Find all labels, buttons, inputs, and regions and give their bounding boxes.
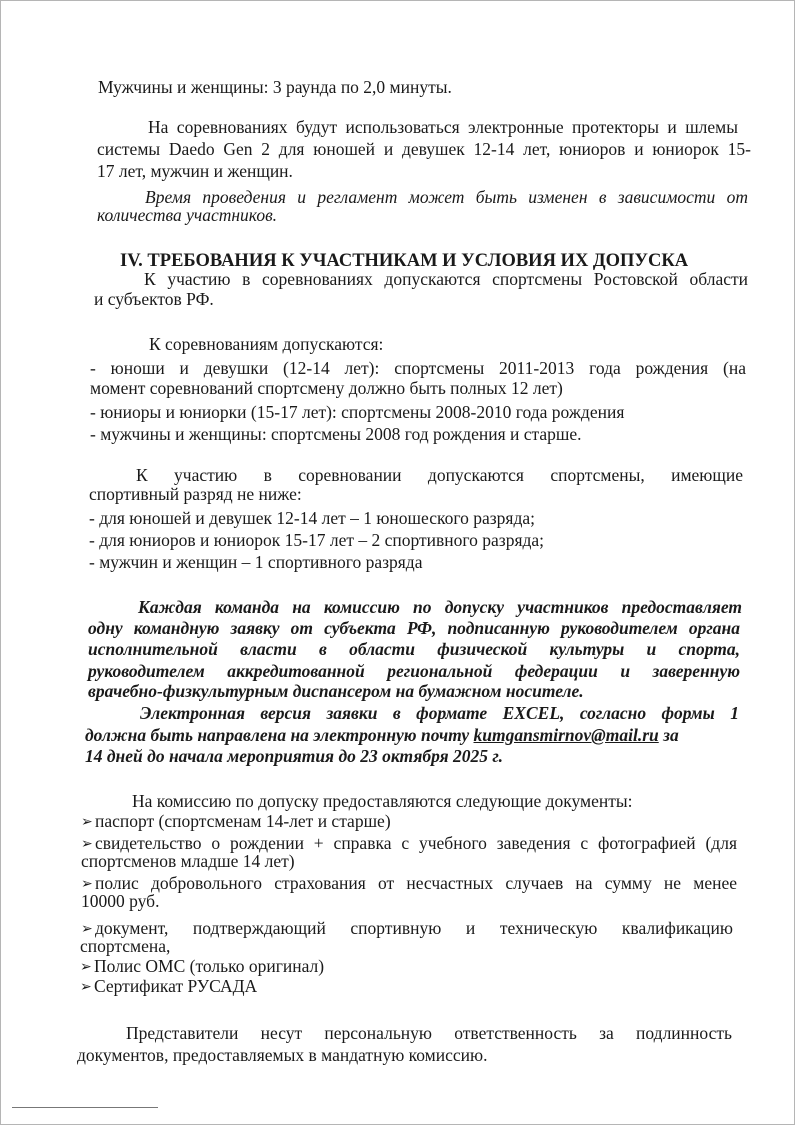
text-line: Время проведения и регламент может быть изменен в зависимости от <box>145 187 748 207</box>
text-line: и субъектов РФ. <box>94 289 214 309</box>
arrow-bullet-icon: ➢ <box>81 837 93 852</box>
arrow-bullet-icon: ➢ <box>81 922 93 937</box>
text-line: - мужчин и женщин – 1 спортивного разряда <box>89 552 423 572</box>
email-link[interactable]: kumgansmirnov@mail.ru <box>473 725 659 745</box>
text-line: врачебно-физкультурным диспансером на бумажном носителе. <box>88 681 584 701</box>
text-line: Мужчины и женщины: 3 раунда по 2,0 минуты. <box>98 77 452 97</box>
list-item <box>81 918 733 940</box>
list-item-text: Сертификат РУСАДА <box>94 976 258 996</box>
text-line: - юниоры и юниорки (15-17 лет): спортсмены 2008-2010 года рождения <box>90 402 625 422</box>
list-item-text: Полис ОМС (только оригинал) <box>94 956 325 976</box>
text-line: 17 лет, мужчин и женщин. <box>97 161 293 181</box>
list-item-text: полис добровольного страхования от несчастных случаев на сумму не менее <box>95 873 737 893</box>
list-item <box>81 873 737 895</box>
text-line: Каждая команда на комиссию по допуску участников предоставляет <box>138 597 742 617</box>
arrow-bullet-icon: ➢ <box>80 960 92 975</box>
text-line: На соревнованиях будут использоваться электронные протекторы и шлемы <box>148 117 738 137</box>
list-item-text: свидетельство о рождении + справка с учебного заведения с фотографией (для <box>95 833 737 853</box>
text-line: Представители несут персональную ответственность за подлинность <box>126 1023 732 1043</box>
text-line: одну командную заявку от субъекта РФ, подписанную руководителем органа <box>88 618 740 638</box>
list-item-text: паспорт (спортсменам 14-лет и старше) <box>95 811 391 831</box>
section-heading: IV. ТРЕБОВАНИЯ К УЧАСТНИКАМ И УСЛОВИЯ ИХ ДОПУСКА <box>120 251 689 271</box>
text-line: документов, предоставляемых в мандатную комиссию. <box>77 1045 488 1065</box>
text-line: исполнительной власти в области физической культуры и спорта, <box>88 639 740 659</box>
text-line: - юноши и девушки (12-14 лет): спортсмены 2011-2013 года рождения (на <box>90 358 746 378</box>
text-line: К участию в соревнованиях допускаются спортсмены Ростовской области <box>144 269 748 289</box>
list-item <box>81 811 391 833</box>
text-line: руководителем аккредитованной региональной федерации и заверенную <box>88 661 740 681</box>
list-item <box>80 956 324 978</box>
text-line: На комиссию по допуску предоставляются следующие документы: <box>132 791 633 811</box>
text-line: - для юношей и девушек 12-14 лет – 1 юношеского разряда; <box>89 508 535 528</box>
text-line: спортсменов младше 14 лет) <box>81 851 295 871</box>
text-line: 14 дней до начала мероприятия до 23 октября 2025 г. <box>85 746 503 766</box>
text-line: - для юниоров и юниорок 15-17 лет – 2 спортивного разряда; <box>89 530 545 550</box>
text-line: спортсмена, <box>80 936 171 956</box>
arrow-bullet-icon: ➢ <box>80 980 92 995</box>
text-line: 10000 руб. <box>81 891 160 911</box>
footnote-divider <box>12 1107 158 1108</box>
text-line: К участию в соревновании допускаются спортсмены, имеющие <box>136 465 743 485</box>
text-line <box>85 725 679 745</box>
arrow-bullet-icon: ➢ <box>81 877 93 892</box>
text-line: - мужчины и женщины: спортсмены 2008 год рождения и старше. <box>90 424 582 444</box>
list-item-text: документ, подтверждающий спортивную и техническую квалификацию <box>95 918 733 938</box>
text-line: системы Daedo Gen 2 для юношей и девушек 12-14 лет, юниоров и юниорок 15- <box>97 139 751 159</box>
text-line: К соревнованиям допускаются: <box>149 334 384 354</box>
text-line: Электронная версия заявки в формате EXCEL, согласно формы 1 <box>140 703 739 723</box>
list-item <box>80 976 257 998</box>
text-line: спортивный разряд не ниже: <box>89 484 302 504</box>
text-line: количества участников. <box>97 205 278 225</box>
text-fragment: должна быть направлена на электронную почту <box>85 725 470 745</box>
text-fragment: за <box>663 725 679 745</box>
text-line: момент соревнований спортсмену должно быть полных 12 лет) <box>90 378 563 398</box>
arrow-bullet-icon: ➢ <box>81 815 93 830</box>
